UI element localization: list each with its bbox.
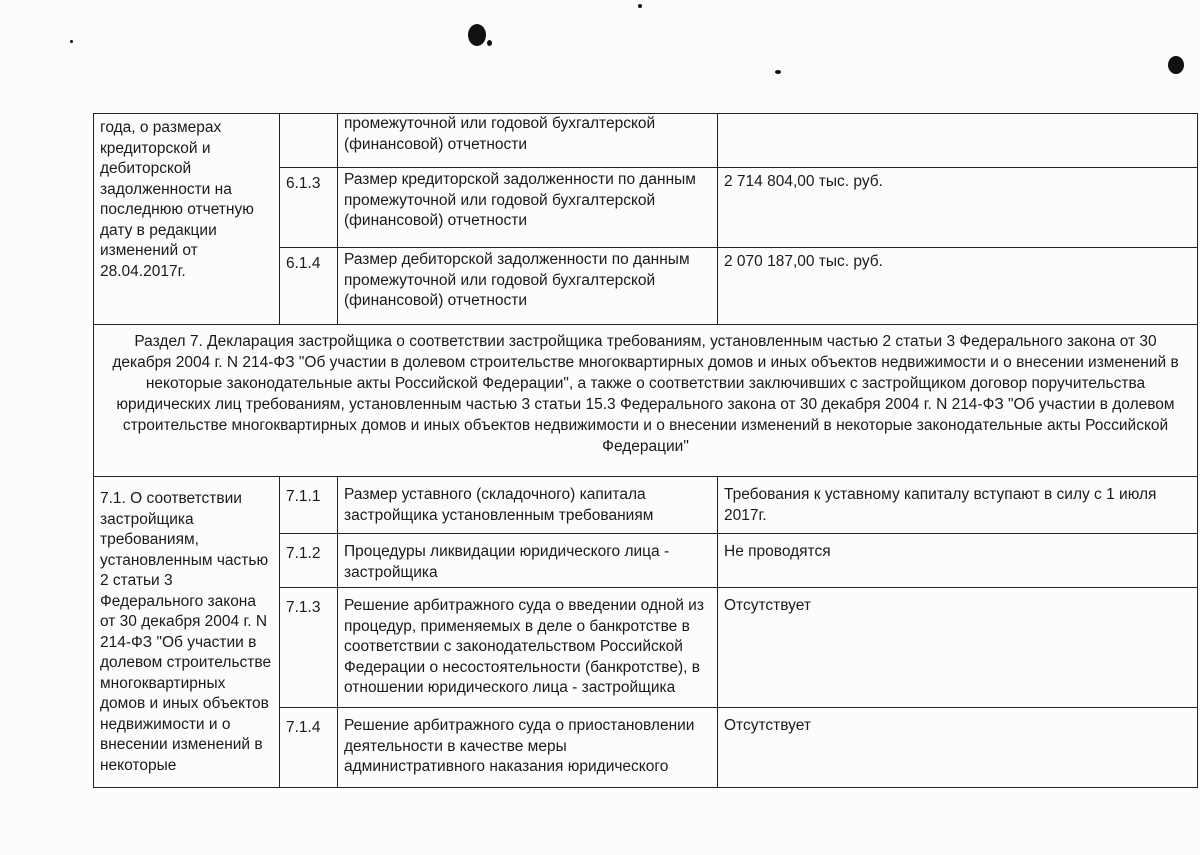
row-number: 6.1.4 (280, 248, 338, 325)
scan-speck (775, 70, 781, 74)
scan-speck (638, 4, 642, 8)
scan-speck (468, 24, 486, 46)
scan-speck (1168, 56, 1184, 74)
row-value: 2 714 804,00 тыс. руб. (718, 168, 1198, 248)
table-row (94, 477, 1198, 534)
block6-left-label: года, о размерах кредиторской и дебиторской задолженности на последнюю отчетную дату в редакции изменений от 28.04.2017г. (94, 114, 280, 325)
row-number: 7.1.3 (280, 588, 338, 708)
row-parameter: Решение арбитражного суда о приостановлении деятельности в качестве меры административного наказания юридического (338, 708, 718, 788)
row-number: 7.1.1 (280, 477, 338, 534)
row-value (718, 114, 1198, 168)
row-parameter: Решение арбитражного суда о введении одной из процедур, применяемых в деле о банкротстве в соответствии с законодательством Российской Федерации о несостоятельности (банкротстве), в отношении юридического лица - застройщика (338, 588, 718, 708)
row-value: 2 070 187,00 тыс. руб. (718, 248, 1198, 325)
row-parameter: Размер дебиторской задолженности по данным промежуточной или годовой бухгалтерской (финансовой) отчетности (338, 248, 718, 325)
row-parameter: Процедуры ликвидации юридического лица - застройщика (338, 534, 718, 588)
row-parameter: Размер кредиторской задолженности по данным промежуточной или годовой бухгалтерской (финансовой) отчетности (338, 168, 718, 248)
row-value: Не проводятся (718, 534, 1198, 588)
row-parameter: Размер уставного (складочного) капитала застройщика установленным требованиям (338, 477, 718, 534)
block7-left-label: 7.1. О соответствии застройщика требованиям, установленным частью 2 статьи 3 Федерального закона от 30 декабря 2004 г. N 214-ФЗ "Об участии в долевом строительстве многоквартирных домов и иных объектов недвижимости и о внесении изменений в некоторые (94, 477, 280, 788)
section7-heading: Раздел 7. Декларация застройщика о соответствии застройщика требованиям, установленным частью 2 статьи 3 Федерального закона от 30 декабря 2004 г. N 214-ФЗ "Об участии в долевом строительстве многоквартирных домов и иных объектов недвижимости и о внесении изменений в некоторые законодательные акты Российской Федерации", а также о соответствии заключивших с застройщиком договор поручительства юридических лиц требованиям, установленным частью 3 статьи 15.3 Федерального закона от 30 декабря 2004 г. N 214-ФЗ "Об участии в долевом строительстве многоквартирных домов и иных объектов недвижимости и о внесении изменений в некоторые законодательные акты Российской Федерации" (94, 325, 1198, 477)
row-number: 6.1.3 (280, 168, 338, 248)
row-number (280, 114, 338, 168)
row-value: Отсутствует (718, 708, 1198, 788)
scan-speck (487, 40, 492, 46)
section-heading-row (94, 325, 1198, 477)
row-parameter: промежуточной или годовой бухгалтерской (финансовой) отчетности (338, 114, 718, 168)
row-value: Требования к уставному капиталу вступают в силу с 1 июля 2017г. (718, 477, 1198, 534)
table-row (94, 114, 1198, 168)
row-number: 7.1.4 (280, 708, 338, 788)
scan-speck (70, 40, 73, 43)
row-number: 7.1.2 (280, 534, 338, 588)
declaration-table (93, 113, 1198, 788)
row-value: Отсутствует (718, 588, 1198, 708)
